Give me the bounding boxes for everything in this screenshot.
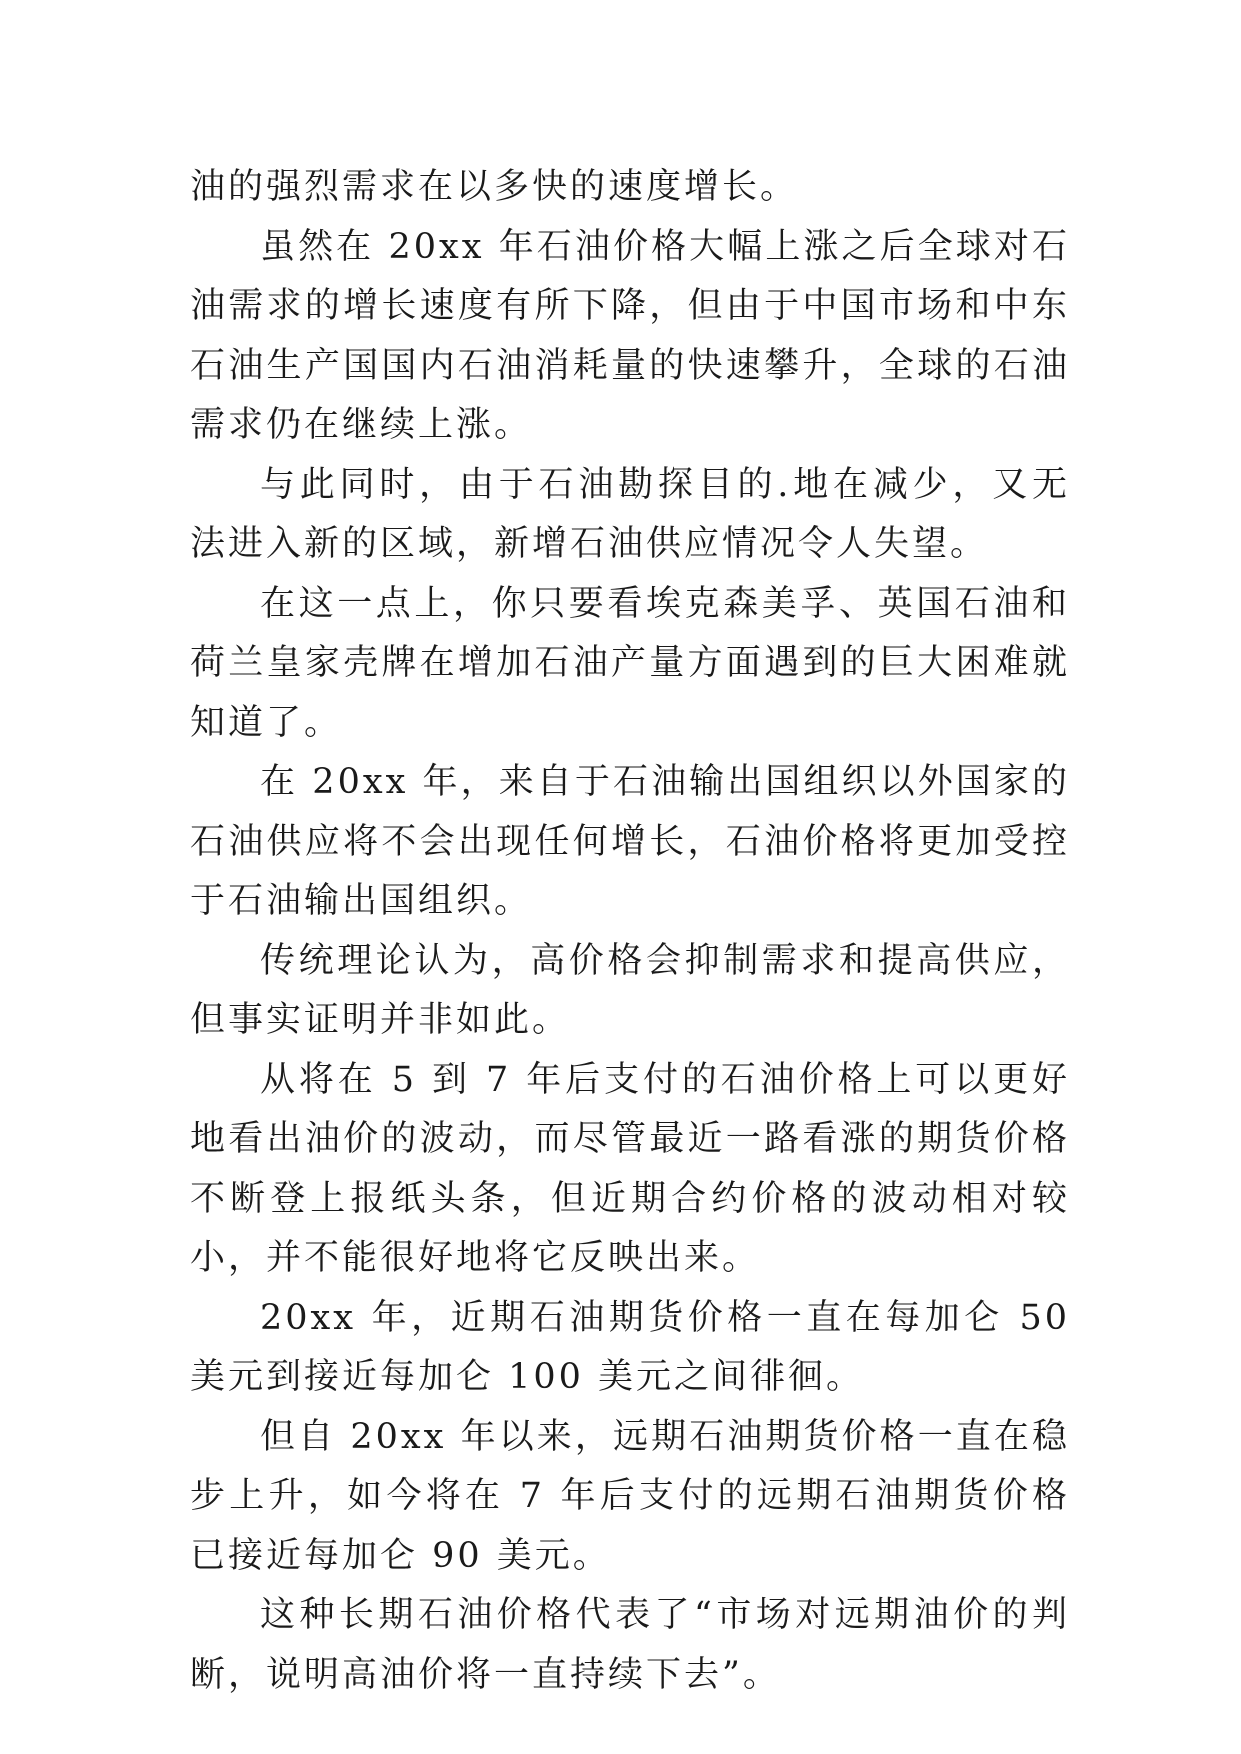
paragraph-9: 但自 20xx 年以来，远期石油期货价格一直在稳步上升，如今将在 7 年后支付的远期石油期货价格已接近每加仑 90 美元。 <box>190 1416 1070 1576</box>
paragraph-4: 在这一点上，你只要看埃克森美孚、英国石油和荷兰皇家壳牌在增加石油产量方面遇到的巨大困难就知道了。 <box>190 583 1070 743</box>
paragraph-3: 与此同时，由于石油勘探目的.地在减少，又无法进入新的区域，新增石油供应情况令人失望。 <box>190 464 1070 564</box>
paragraph-1: 油的强烈需求在以多快的速度增长。 <box>190 167 799 207</box>
paragraph-5: 在 20xx 年，来自于石油输出国组织以外国家的石油供应将不会出现任何增长，石油价格将更加受控于石油输出国组织。 <box>190 762 1070 921</box>
paragraph-10: 这种长期石油价格代表了“市场对远期油价的判断，说明高油价将一直持续下去”。 <box>190 1595 1070 1695</box>
paragraph-6: 传统理论认为，高价格会抑制需求和提高供应，但事实证明并非如此。 <box>190 940 1070 1040</box>
paragraph-7: 从将在 5 到 7 年后支付的石油价格上可以更好地看出油价的波动，而尽管最近一路看涨的期货价格不断登上报纸头条，但近期合约价格的波动相对较小，并不能很好地将它反映出来。 <box>190 1059 1070 1278</box>
paragraph-2: 虽然在 20xx 年石油价格大幅上涨之后全球对石油需求的增长速度有所下降，但由于中国市场和中东石油生产国国内石油消耗量的快速攀升，全球的石油需求仍在继续上涨。 <box>190 226 1070 445</box>
paragraph-8: 20xx 年，近期石油期货价格一直在每加仑 50 美元到接近每加仑 100 美元之间徘徊。 <box>190 1297 1070 1397</box>
body-text <box>190 158 1070 1705</box>
